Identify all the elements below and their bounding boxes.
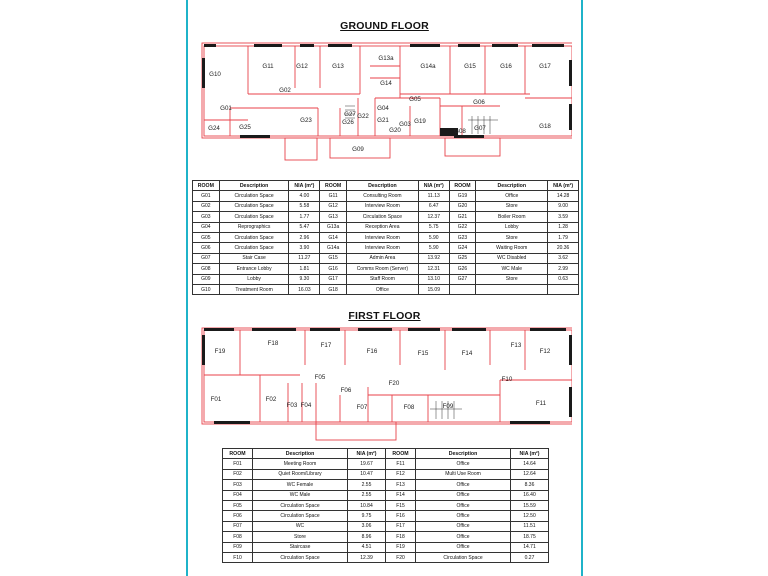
table-cell: Lobby bbox=[476, 222, 548, 232]
table-cell: G25 bbox=[449, 253, 476, 263]
table-cell: Entrance Lobby bbox=[219, 264, 289, 274]
table-cell: Circulation Space bbox=[346, 212, 418, 222]
table-cell: Store bbox=[476, 201, 548, 211]
table-cell: WC Disabled bbox=[476, 253, 548, 263]
table-row bbox=[223, 552, 549, 562]
table-cell: 10.84 bbox=[348, 500, 386, 510]
column-header: Description bbox=[416, 449, 511, 459]
table-cell: G01 bbox=[193, 191, 220, 201]
table-cell: Store bbox=[476, 274, 548, 284]
ground-floor-table bbox=[192, 180, 579, 295]
table-cell: F20 bbox=[386, 552, 416, 562]
room-label: G27 bbox=[344, 111, 356, 118]
room-label: G09 bbox=[352, 146, 364, 153]
table-cell: Office bbox=[416, 459, 511, 469]
table-row bbox=[193, 201, 579, 211]
table-cell: 4.51 bbox=[348, 542, 386, 552]
table-cell: Office bbox=[416, 490, 511, 500]
table-cell: G22 bbox=[449, 222, 476, 232]
table-row bbox=[193, 243, 579, 253]
table-row bbox=[193, 274, 579, 284]
room-label: F20 bbox=[388, 380, 400, 387]
table-cell: G24 bbox=[449, 243, 476, 253]
table-cell: F03 bbox=[223, 480, 253, 490]
room-label: G13a bbox=[378, 55, 394, 62]
table-cell: G26 bbox=[449, 264, 476, 274]
column-header: ROOM bbox=[320, 181, 347, 191]
column-header: Description bbox=[219, 181, 289, 191]
table-row bbox=[193, 222, 579, 232]
table-cell: 19.67 bbox=[348, 459, 386, 469]
room-label: F14 bbox=[461, 350, 473, 357]
room-label: F12 bbox=[539, 348, 551, 355]
table-cell: Office bbox=[416, 542, 511, 552]
table-cell: Meeting Room bbox=[253, 459, 348, 469]
table-cell: 3.90 bbox=[289, 243, 320, 253]
column-header: Description bbox=[253, 449, 348, 459]
table-cell: Store bbox=[253, 532, 348, 542]
table-cell: 8.96 bbox=[348, 532, 386, 542]
room-label: G10 bbox=[209, 71, 221, 78]
table-cell: Circulation Space bbox=[253, 552, 348, 562]
table-cell: Boiler Room bbox=[476, 212, 548, 222]
table-cell: Admin Area bbox=[346, 253, 418, 263]
table-cell: Circulation Space bbox=[219, 243, 289, 253]
room-label: F05 bbox=[314, 374, 326, 381]
table-cell: F17 bbox=[386, 521, 416, 531]
table-cell: Office bbox=[416, 521, 511, 531]
table-cell: Multi Use Room bbox=[416, 469, 511, 479]
room-label: F03 bbox=[286, 402, 298, 409]
column-header: Description bbox=[346, 181, 418, 191]
table-cell: Circulation Space bbox=[253, 500, 348, 510]
table-row bbox=[193, 212, 579, 222]
table-cell: G03 bbox=[193, 212, 220, 222]
document-page bbox=[186, 0, 583, 576]
room-label: G02 bbox=[279, 87, 291, 94]
table-cell: 10.47 bbox=[348, 469, 386, 479]
table-cell: F11 bbox=[386, 459, 416, 469]
table-cell: Office bbox=[416, 532, 511, 542]
table-cell: 0.63 bbox=[548, 274, 579, 284]
table-cell: Office bbox=[346, 284, 418, 294]
room-label: G12 bbox=[296, 63, 308, 70]
column-header: NIA (m²) bbox=[548, 181, 579, 191]
table-cell: 3.62 bbox=[548, 253, 579, 263]
room-label: F06 bbox=[340, 387, 352, 394]
table-row bbox=[223, 469, 549, 479]
table-cell: Office bbox=[416, 480, 511, 490]
table-cell: G09 bbox=[193, 274, 220, 284]
table-cell: G16 bbox=[320, 264, 347, 274]
column-header: ROOM bbox=[449, 181, 476, 191]
table-cell: G05 bbox=[193, 232, 220, 242]
table-cell: 1.81 bbox=[289, 264, 320, 274]
room-label: F01 bbox=[210, 396, 222, 403]
table-cell: 11.27 bbox=[289, 253, 320, 263]
table-cell: Interview Room bbox=[346, 243, 418, 253]
table-cell: 9.00 bbox=[548, 201, 579, 211]
column-header: ROOM bbox=[193, 181, 220, 191]
table-cell: 12.64 bbox=[511, 469, 549, 479]
table-cell: Stair Case bbox=[219, 253, 289, 263]
table-cell: Staircase bbox=[253, 542, 348, 552]
table-cell: 15.09 bbox=[418, 284, 449, 294]
table-cell: WC Male bbox=[253, 490, 348, 500]
table-cell: Lobby bbox=[219, 274, 289, 284]
table-cell: 2.55 bbox=[348, 490, 386, 500]
room-label: G13 bbox=[332, 63, 344, 70]
table-cell: Quiet Room/Library bbox=[253, 469, 348, 479]
table-cell: F16 bbox=[386, 511, 416, 521]
table-cell: 12.39 bbox=[348, 552, 386, 562]
column-header: NIA (m²) bbox=[289, 181, 320, 191]
table-cell: G12 bbox=[320, 201, 347, 211]
table-cell: 13.10 bbox=[418, 274, 449, 284]
column-header: Description bbox=[476, 181, 548, 191]
table-cell: G27 bbox=[449, 274, 476, 284]
room-label: G18 bbox=[539, 123, 551, 130]
room-label: G14a bbox=[420, 63, 436, 70]
room-label: F07 bbox=[356, 404, 368, 411]
room-label: F18 bbox=[267, 340, 279, 347]
room-label: G01 bbox=[220, 105, 232, 112]
table-cell: 3.59 bbox=[548, 212, 579, 222]
table-cell: G13a bbox=[320, 222, 347, 232]
room-label: G08 bbox=[454, 128, 466, 135]
table-cell: 1.28 bbox=[548, 222, 579, 232]
room-label: G19 bbox=[414, 118, 426, 125]
room-label: G06 bbox=[473, 99, 485, 106]
table-row bbox=[223, 500, 549, 510]
first-floor-plan bbox=[200, 325, 572, 445]
room-label: F19 bbox=[214, 348, 226, 355]
table-cell: 2.96 bbox=[289, 232, 320, 242]
table-cell: F01 bbox=[223, 459, 253, 469]
table-cell: F15 bbox=[386, 500, 416, 510]
table-row bbox=[223, 480, 549, 490]
table-cell: 3.06 bbox=[348, 521, 386, 531]
table-cell: G04 bbox=[193, 222, 220, 232]
table-cell: WC Female bbox=[253, 480, 348, 490]
room-label: F10 bbox=[501, 376, 513, 383]
ground-floor-plan bbox=[200, 38, 572, 168]
column-header: ROOM bbox=[386, 449, 416, 459]
room-label: G07 bbox=[474, 125, 486, 132]
table-cell: 5.90 bbox=[418, 243, 449, 253]
table-cell: Reception Area bbox=[346, 222, 418, 232]
table-cell: Circulation Space bbox=[219, 201, 289, 211]
room-label: F16 bbox=[366, 348, 378, 355]
table-cell: F07 bbox=[223, 521, 253, 531]
first-floor-table bbox=[222, 448, 549, 563]
table-row bbox=[223, 521, 549, 531]
table-cell: Office bbox=[476, 191, 548, 201]
table-cell: Circulation Space bbox=[219, 232, 289, 242]
table-cell: WC bbox=[253, 521, 348, 531]
table-cell: 6.47 bbox=[418, 201, 449, 211]
table-cell: 12.50 bbox=[511, 511, 549, 521]
table-cell: Consulting Room bbox=[346, 191, 418, 201]
room-label: F17 bbox=[320, 342, 332, 349]
table-cell: G14 bbox=[320, 232, 347, 242]
table-cell: G20 bbox=[449, 201, 476, 211]
table-cell: 16.40 bbox=[511, 490, 549, 500]
table-cell: G13 bbox=[320, 212, 347, 222]
table-cell: 5.58 bbox=[289, 201, 320, 211]
table-row bbox=[193, 232, 579, 242]
table-cell: F18 bbox=[386, 532, 416, 542]
table-cell: 5.90 bbox=[418, 232, 449, 242]
table-cell: F14 bbox=[386, 490, 416, 500]
table-cell: 11.13 bbox=[418, 191, 449, 201]
table-cell: 5.75 bbox=[418, 222, 449, 232]
room-label: F11 bbox=[535, 400, 547, 407]
room-label: F09 bbox=[442, 403, 454, 410]
table-cell: 2.55 bbox=[348, 480, 386, 490]
table-cell: Office bbox=[416, 511, 511, 521]
room-label: G21 bbox=[377, 117, 389, 124]
first-floor-title: FIRST FLOOR bbox=[348, 310, 421, 322]
table-cell: F05 bbox=[223, 500, 253, 510]
room-label: G24 bbox=[208, 125, 220, 132]
room-label: G23 bbox=[300, 117, 312, 124]
table-cell: 15.59 bbox=[511, 500, 549, 510]
column-header: NIA (m²) bbox=[418, 181, 449, 191]
column-header: ROOM bbox=[223, 449, 253, 459]
table-cell: 2.99 bbox=[548, 264, 579, 274]
table-cell: 5.47 bbox=[289, 222, 320, 232]
table-cell: Treatment Room bbox=[219, 284, 289, 294]
table-cell: F12 bbox=[386, 469, 416, 479]
table-cell bbox=[548, 284, 579, 294]
room-label: G26 bbox=[342, 119, 354, 126]
table-cell: F13 bbox=[386, 480, 416, 490]
table-cell: F09 bbox=[223, 542, 253, 552]
table-cell: Office bbox=[416, 500, 511, 510]
room-label: G11 bbox=[262, 63, 274, 70]
table-cell: Comms Room (Server) bbox=[346, 264, 418, 274]
table-cell: G21 bbox=[449, 212, 476, 222]
table-cell: 9.30 bbox=[289, 274, 320, 284]
table-cell: G18 bbox=[320, 284, 347, 294]
room-label: G03 bbox=[399, 121, 411, 128]
room-label: G05 bbox=[409, 96, 421, 103]
room-label: G22 bbox=[357, 113, 369, 120]
table-cell: F08 bbox=[223, 532, 253, 542]
table-cell: WC Male bbox=[476, 264, 548, 274]
room-label: F13 bbox=[510, 342, 522, 349]
table-cell: G23 bbox=[449, 232, 476, 242]
table-row bbox=[193, 284, 579, 294]
ground-table-header bbox=[193, 181, 579, 191]
table-cell: Staff Room bbox=[346, 274, 418, 284]
room-label: F15 bbox=[417, 350, 429, 357]
table-cell: 14.64 bbox=[511, 459, 549, 469]
table-cell: G19 bbox=[449, 191, 476, 201]
room-label: G20 bbox=[389, 127, 401, 134]
room-label: G25 bbox=[239, 124, 251, 131]
table-cell: 18.75 bbox=[511, 532, 549, 542]
table-cell: G06 bbox=[193, 243, 220, 253]
table-cell: Interview Room bbox=[346, 232, 418, 242]
table-row bbox=[223, 532, 549, 542]
table-cell: F19 bbox=[386, 542, 416, 552]
table-row bbox=[223, 490, 549, 500]
table-cell: 1.79 bbox=[548, 232, 579, 242]
table-cell: F10 bbox=[223, 552, 253, 562]
table-cell: Circulation Space bbox=[416, 552, 511, 562]
table-cell bbox=[476, 284, 548, 294]
table-cell: G02 bbox=[193, 201, 220, 211]
table-cell: G08 bbox=[193, 264, 220, 274]
table-cell: 4.00 bbox=[289, 191, 320, 201]
room-label: F02 bbox=[265, 396, 277, 403]
table-cell: F06 bbox=[223, 511, 253, 521]
table-cell: 9.75 bbox=[348, 511, 386, 521]
table-cell: G17 bbox=[320, 274, 347, 284]
column-header: NIA (m²) bbox=[348, 449, 386, 459]
table-cell: F04 bbox=[223, 490, 253, 500]
table-cell: Reprographics bbox=[219, 222, 289, 232]
table-cell: Waiting Room bbox=[476, 243, 548, 253]
table-cell: 20.36 bbox=[548, 243, 579, 253]
table-row bbox=[223, 511, 549, 521]
table-cell: 14.28 bbox=[548, 191, 579, 201]
table-cell: G07 bbox=[193, 253, 220, 263]
room-label: F04 bbox=[300, 402, 312, 409]
table-cell: G10 bbox=[193, 284, 220, 294]
ground-floor-title: GROUND FLOOR bbox=[340, 20, 429, 32]
table-cell: 14.71 bbox=[511, 542, 549, 552]
table-row bbox=[193, 264, 579, 274]
table-cell: 0.27 bbox=[511, 552, 549, 562]
table-cell: Circulation Space bbox=[253, 511, 348, 521]
room-label: G14 bbox=[380, 80, 392, 87]
table-cell: G15 bbox=[320, 253, 347, 263]
table-cell: 12.37 bbox=[418, 212, 449, 222]
table-cell: 16.03 bbox=[289, 284, 320, 294]
table-cell: Circulation Space bbox=[219, 191, 289, 201]
table-cell: Store bbox=[476, 232, 548, 242]
first-table-header bbox=[223, 449, 549, 459]
table-row bbox=[223, 542, 549, 552]
table-cell: 1.77 bbox=[289, 212, 320, 222]
table-row bbox=[223, 459, 549, 469]
table-cell: G11 bbox=[320, 191, 347, 201]
table-row bbox=[193, 253, 579, 263]
table-cell: F02 bbox=[223, 469, 253, 479]
room-label: G04 bbox=[377, 105, 389, 112]
table-cell: 11.51 bbox=[511, 521, 549, 531]
table-cell: Interview Room bbox=[346, 201, 418, 211]
table-cell: 13.92 bbox=[418, 253, 449, 263]
table-cell: 12.31 bbox=[418, 264, 449, 274]
table-cell: G14a bbox=[320, 243, 347, 253]
table-cell: 8.36 bbox=[511, 480, 549, 490]
room-label: F08 bbox=[403, 404, 415, 411]
room-label: G15 bbox=[464, 63, 476, 70]
table-cell bbox=[449, 284, 476, 294]
column-header: NIA (m²) bbox=[511, 449, 549, 459]
table-cell: Circulation Space bbox=[219, 212, 289, 222]
room-label: G17 bbox=[539, 63, 551, 70]
table-row bbox=[193, 191, 579, 201]
room-label: G16 bbox=[500, 63, 512, 70]
